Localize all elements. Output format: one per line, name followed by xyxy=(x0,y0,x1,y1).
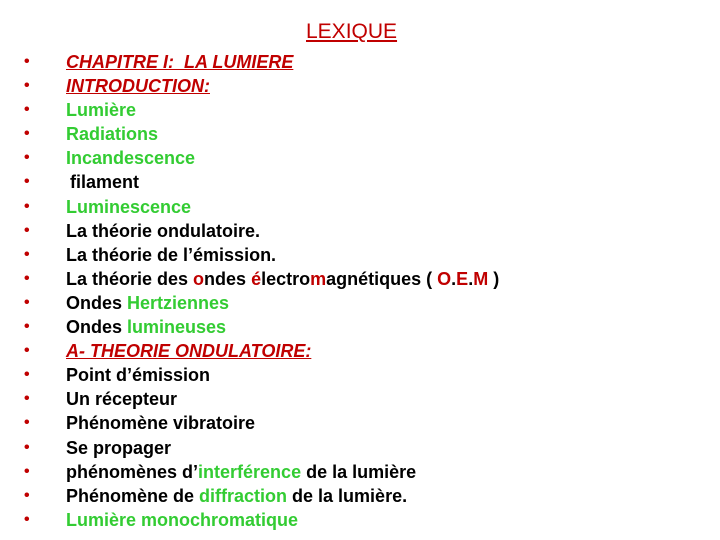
list-item-text xyxy=(66,267,499,291)
text-segment: diffraction xyxy=(199,485,288,506)
list-item-text xyxy=(66,291,229,315)
text-segment: m xyxy=(310,268,327,289)
list-item-text xyxy=(66,411,255,435)
text-segment: INTRODUCTION: xyxy=(66,76,210,97)
bullet-icon: • xyxy=(24,486,30,504)
bullet-icon: • xyxy=(24,366,30,384)
text-segment: Un récepteur xyxy=(66,389,178,410)
bullet-icon: • xyxy=(24,318,30,336)
text-segment: ) xyxy=(488,268,500,289)
text-segment: M xyxy=(473,268,489,289)
bullet-icon: • xyxy=(24,510,30,528)
bullet-icon: • xyxy=(24,342,30,360)
list-item-text xyxy=(66,98,136,122)
bullet-icon: • xyxy=(24,101,30,119)
list-item-text xyxy=(66,146,195,170)
text-segment: Luminescence xyxy=(66,196,192,217)
bullet-icon: • xyxy=(24,77,30,95)
list-item-text xyxy=(66,387,177,411)
text-segment: Point d’émission xyxy=(66,365,211,386)
list-item-text xyxy=(66,508,298,532)
list-item-text xyxy=(66,460,416,484)
list-item-text xyxy=(70,170,139,194)
text-segment: . xyxy=(468,268,474,289)
text-segment: o xyxy=(193,268,205,289)
bullet-icon: • xyxy=(24,269,30,287)
list-item-text xyxy=(66,363,210,387)
bullet-icon: • xyxy=(24,245,30,263)
text-segment: Phénomène vibratoire xyxy=(66,413,256,434)
text-segment: é xyxy=(251,268,262,289)
text-segment: CHAPITRE I: LA LUMIERE xyxy=(66,52,294,72)
list-item-text xyxy=(66,315,226,339)
bullet-icon: • xyxy=(24,462,30,480)
text-segment: de la lumière. xyxy=(287,485,408,506)
text-segment: E xyxy=(456,268,469,289)
text-segment: A- THEORIE ONDULATOIRE: xyxy=(66,341,312,362)
list-item-text xyxy=(66,243,276,267)
text-segment: La théorie des xyxy=(66,268,194,289)
bullet-icon: • xyxy=(24,438,30,456)
list-item-text xyxy=(66,74,210,98)
text-segment: lumineuses xyxy=(127,317,227,338)
text-segment: Ondes xyxy=(66,292,128,313)
list-item-text xyxy=(66,436,171,460)
text-segment: de la lumière xyxy=(301,461,417,482)
text-segment: interférence xyxy=(198,461,302,482)
text-segment: Radiations xyxy=(66,124,159,145)
text-segment: O xyxy=(437,268,452,289)
text-segment: agnétiques ( xyxy=(326,268,438,289)
text-segment: phénomènes d’ xyxy=(66,461,199,482)
list-item-text xyxy=(66,50,293,74)
text-segment: Incandescence xyxy=(66,148,196,169)
text-segment: Hertziennes xyxy=(127,292,230,313)
bullet-icon: • xyxy=(24,221,30,239)
bullet-icon: • xyxy=(24,149,30,167)
page-title: LEXIQUE xyxy=(306,20,398,43)
text-segment: ndes xyxy=(204,268,252,289)
text-segment: Ondes xyxy=(66,317,128,338)
bullet-icon: • xyxy=(24,414,30,432)
text-segment: filament xyxy=(70,172,140,193)
text-segment: Se propager xyxy=(66,437,172,458)
text-segment: La théorie ondulatoire. xyxy=(66,220,261,241)
text-segment: lectro xyxy=(261,268,311,289)
bullet-icon: • xyxy=(24,390,30,408)
list-item-text xyxy=(66,122,158,146)
bullet-icon: • xyxy=(24,125,30,143)
list-item-text xyxy=(66,195,191,219)
list-item-text xyxy=(66,219,260,243)
text-segment: Lumière xyxy=(66,100,137,121)
text-segment: La théorie de l’émission. xyxy=(66,244,277,265)
bullet-icon: • xyxy=(24,293,30,311)
text-segment: . xyxy=(451,268,457,289)
text-segment: Lumière monochromatique xyxy=(66,509,299,530)
text-segment: Phénomène de xyxy=(66,485,200,506)
bullet-icon: • xyxy=(24,173,30,191)
bullet-icon: • xyxy=(24,53,30,70)
list-item-text xyxy=(66,484,407,508)
list-item-text xyxy=(66,339,311,363)
bullet-icon: • xyxy=(24,197,30,215)
